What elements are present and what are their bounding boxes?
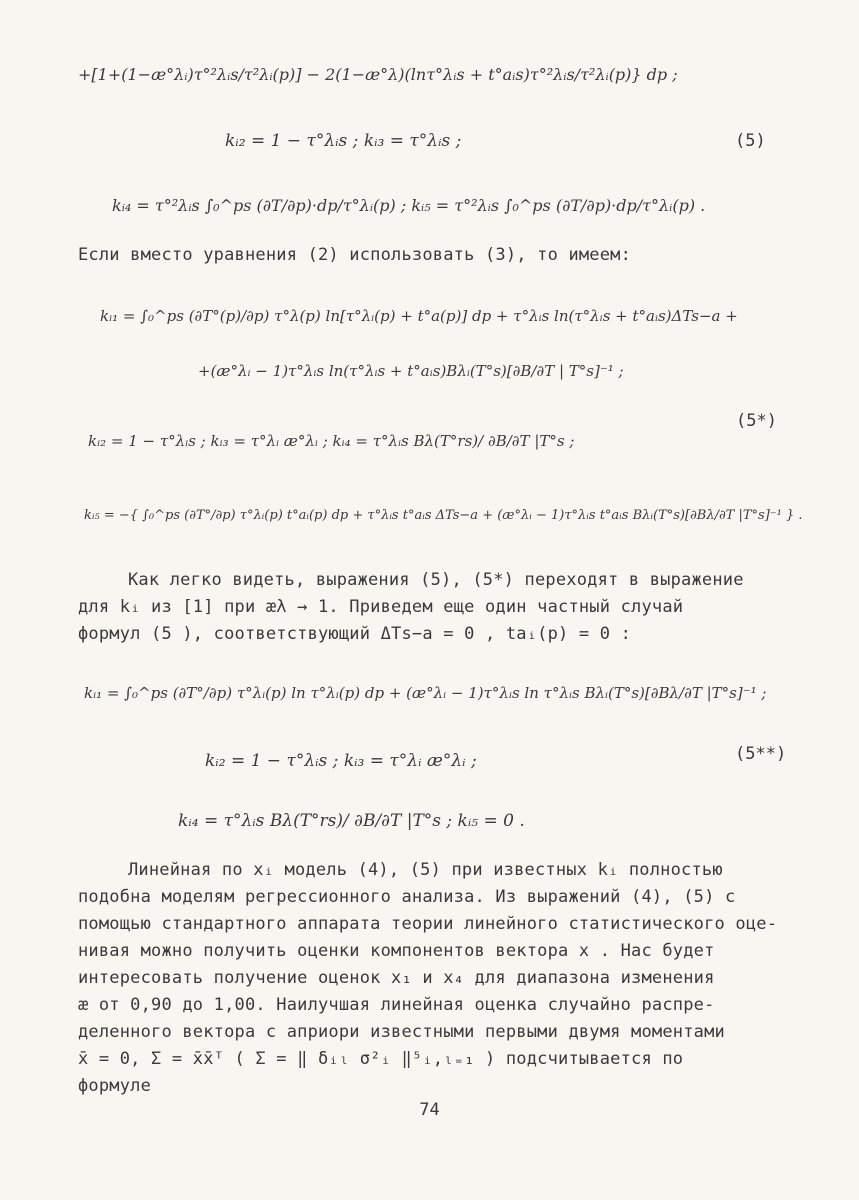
- paragraph2-line3: помощью стандартного аппарата теории линейного статистического оце-: [78, 914, 778, 934]
- equation-alt-k5: kᵢ₅ = −{ ∫₀^ps (∂T°/∂p) τ°λᵢ(p) t°aᵢ(p) dp + τ°λᵢs t°aᵢs ΔTs−a + (æ°λᵢ − 1)τ°λᵢs t°aᵢs Bλᵢ(T°s)[∂Bλ/∂T |T°s]⁻¹ } .: [84, 508, 803, 523]
- equation-label-5: (5): [735, 131, 766, 151]
- paragraph1-line1: Как легко видеть, выражения (5), (5*) переходят в выражение: [128, 570, 744, 590]
- page-number: 74: [419, 1100, 440, 1120]
- paragraph1-line2: для kᵢ из [1] при æλ → 1. Приведем еще один частный случай: [78, 597, 684, 617]
- paragraph2-line4: нивая можно получить оценки компонентов вектора x . Нас будет: [78, 941, 715, 961]
- equation-alt-k1-part2: +(æ°λᵢ − 1)τ°λᵢs ln(τ°λᵢs + t°aᵢs)Bλᵢ(T°s)[∂B/∂T | T°s]⁻¹ ;: [198, 362, 624, 380]
- text-line-transition: Если вместо уравнения (2) использовать (3), то имеем:: [78, 245, 632, 265]
- paragraph2-line5: интересовать получение оценок x₁ и x₄ для диапазона изменения: [78, 968, 715, 988]
- equation-alt-k2-k4: kᵢ₂ = 1 − τ°λᵢs ; kᵢ₃ = τ°λᵢ æ°λᵢ ; kᵢ₄ = τ°λᵢs Bλ(T°rs)/ ∂B/∂T |T°s ;: [88, 432, 575, 450]
- paragraph2-line1: Линейная по xᵢ модель (4), (5) при известных kᵢ полностью: [128, 860, 723, 880]
- equation-line-continuation: +[1+(1−æ°λᵢ)τ°²λᵢs/τ²λᵢ(p)] − 2(1−æ°λ)(lnτ°λᵢs + t°aᵢs)τ°²λᵢs/τ²λᵢ(p)} dp ;: [78, 65, 678, 84]
- equation-label-5-star-star: (5**): [735, 744, 787, 764]
- paragraph1-line3: формул (5 ), соответствующий ΔTs−a = 0 , taᵢ(p) = 0 :: [78, 624, 632, 644]
- paragraph2-line8: x̄ = 0, Σ = x̄x̄ᵀ ( Σ = ‖ δᵢₗ σ²ᵢ ‖⁵ᵢ,ₗ₌₁ ) подсчитывается по: [78, 1049, 684, 1069]
- equation-special-k2-k3: kᵢ₂ = 1 − τ°λᵢs ; kᵢ₃ = τ°λᵢ æ°λᵢ ;: [205, 751, 477, 771]
- equation-label-5-star: (5*): [736, 411, 777, 431]
- equation-alt-k1-part1: kᵢ₁ = ∫₀^ps (∂T°(p)/∂p) τ°λ(p) ln[τ°λᵢ(p) + t°a(p)] dp + τ°λᵢs ln(τ°λᵢs + t°aᵢs)ΔTs−a +: [100, 307, 738, 325]
- paragraph2-line6: æ от 0,90 до 1,00. Наилучшая линейная оценка случайно распре-: [78, 995, 715, 1015]
- paragraph2-line2: подобна моделям регрессионного анализа. Из выражений (4), (5) с: [78, 887, 736, 907]
- equation-k2-k3: kᵢ₂ = 1 − τ°λᵢs ; kᵢ₃ = τ°λᵢs ;: [225, 131, 462, 151]
- equation-special-k1: kᵢ₁ = ∫₀^ps (∂T°/∂p) τ°λᵢ(p) ln τ°λᵢ(p) dp + (æ°λᵢ − 1)τ°λᵢs ln τ°λᵢs Bλᵢ(T°s)[∂Bλ/∂T |T°s]⁻¹ ;: [84, 684, 767, 702]
- paragraph2-line9: формуле: [78, 1076, 152, 1096]
- equation-special-k4-k5: kᵢ₄ = τ°λᵢs Bλ(T°rs)/ ∂B/∂T |T°s ; kᵢ₅ = 0 .: [178, 811, 525, 831]
- equation-k4-k5: kᵢ₄ = τ°²λᵢs ∫₀^ps (∂T/∂p)·dp/τ°λᵢ(p) ; kᵢ₅ = τ°²λᵢs ∫₀^ps (∂T/∂p)·dp/τ°λᵢ(p) .: [112, 196, 706, 215]
- paragraph2-line7: деленного вектора с априори известными первыми двумя моментами: [78, 1022, 725, 1042]
